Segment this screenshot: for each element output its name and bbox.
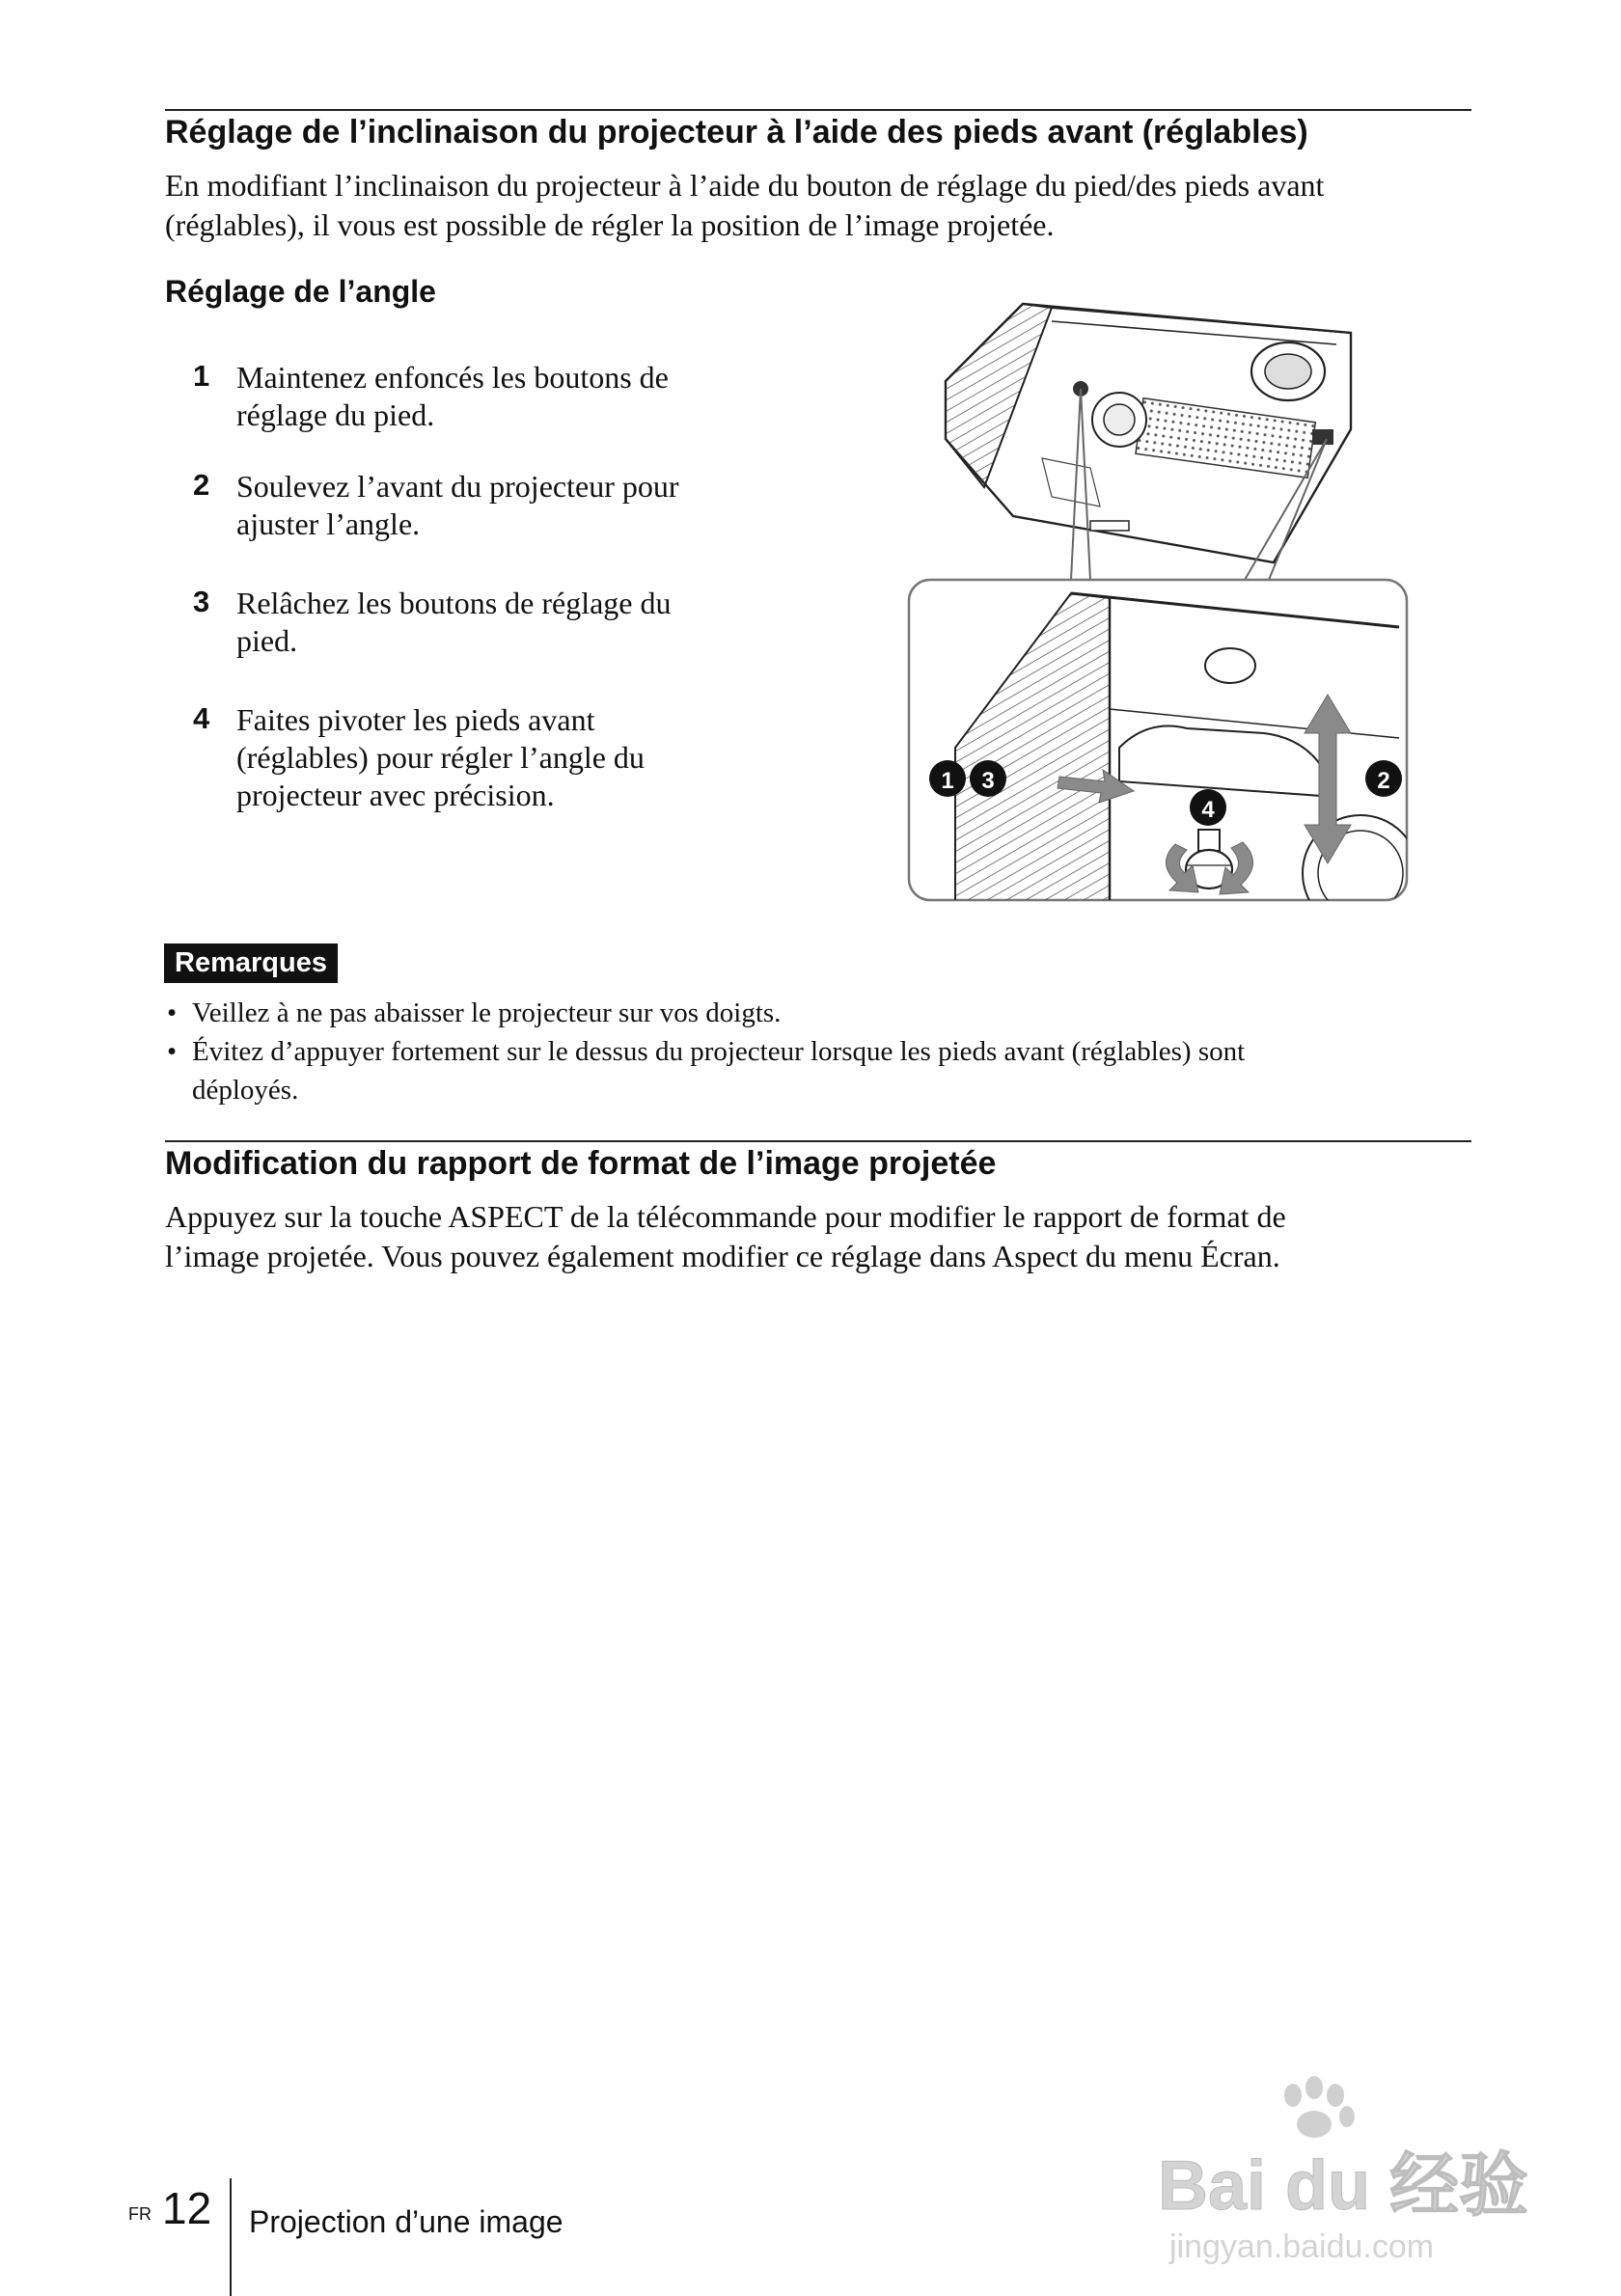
step-line: Soulevez l’avant du projecteur pour xyxy=(236,469,679,504)
svg-text:1: 1 xyxy=(941,768,954,794)
section-divider-aspect xyxy=(165,1140,1471,1142)
notes-label: Remarques xyxy=(164,943,338,983)
bullet-glyph: • xyxy=(167,998,178,1028)
projector-body xyxy=(946,304,1351,562)
section-divider-top xyxy=(165,109,1471,111)
callout-step-3 xyxy=(970,760,1006,797)
section-title-aspect: Modification du rapport de format de l’image projetée xyxy=(165,1145,997,1182)
step-text xyxy=(236,468,777,543)
note-line: Veillez à ne pas abaisser le projecteur sur vos doigts. xyxy=(192,998,782,1028)
step-number: 2 xyxy=(193,468,210,502)
baidu-watermark xyxy=(1148,2074,1553,2267)
svg-text:2: 2 xyxy=(1377,768,1390,794)
step-line: Relâchez les boutons de réglage du xyxy=(236,586,672,620)
note-line: déployés. xyxy=(192,1075,299,1106)
step-text xyxy=(236,701,777,814)
note-item xyxy=(165,994,1477,1032)
aspect-line-1: Appuyez sur la touche ASPECT de la télécommande pour modifier le rapport de format de xyxy=(165,1199,1286,1234)
step-text xyxy=(236,585,777,660)
note-item xyxy=(165,1032,1477,1109)
section-intro xyxy=(165,166,1477,245)
step-line: réglage du pied. xyxy=(236,397,435,432)
section-title-tilt: Réglage de l’inclinaison du projecteur à l’aide des pieds avant (réglables) xyxy=(165,114,1308,150)
svg-text:4: 4 xyxy=(1201,797,1215,823)
projector-foot-illustration xyxy=(897,294,1438,912)
subsection-title-angle: Réglage de l’angle xyxy=(165,274,436,309)
step-number: 4 xyxy=(193,701,210,735)
section-aspect-body xyxy=(165,1197,1477,1276)
footer-divider xyxy=(230,2178,232,2296)
step-line: pied. xyxy=(236,623,298,658)
intro-line-1: En modifiant l’inclinaison du projecteur à l’aide du bouton de réglage du pied/des pieds avant xyxy=(165,168,1325,203)
step-line: (réglables) pour régler l’angle du xyxy=(236,740,645,775)
notes-list xyxy=(165,994,1477,1109)
step-line: Faites pivoter les pieds avant xyxy=(236,702,595,737)
step-number: 1 xyxy=(193,359,210,393)
footer-language: FR xyxy=(128,2204,151,2224)
note-line: Évitez d’appuyer fortement sur le dessus du projecteur lorsque les pieds avant (réglables) sont xyxy=(192,1036,1246,1067)
footer-chapter-title: Projection d’une image xyxy=(249,2204,563,2239)
callout-step-1 xyxy=(929,760,966,797)
step-line: projecteur avec précision. xyxy=(236,778,555,812)
step-text xyxy=(236,359,777,434)
bullet-glyph: • xyxy=(167,1036,178,1067)
watermark-brand: Bai du 经验 xyxy=(1158,2147,1529,2225)
watermark-url: jingyan.baidu.com xyxy=(1169,2228,1435,2265)
callout-step-4 xyxy=(1190,789,1226,826)
step-line: Maintenez enfoncés les boutons de xyxy=(236,360,669,395)
callout-step-2 xyxy=(1365,760,1402,797)
svg-text:3: 3 xyxy=(981,768,995,794)
step-number: 3 xyxy=(193,585,210,618)
intro-line-2: (réglables), il vous est possible de régler la position de l’image projetée. xyxy=(165,207,1055,242)
page-number: 12 xyxy=(162,2183,212,2233)
aspect-line-2: l’image projetée. Vous pouvez également modifier ce réglage dans Aspect du menu Écran. xyxy=(165,1239,1280,1273)
step-line: ajuster l’angle. xyxy=(236,506,421,541)
